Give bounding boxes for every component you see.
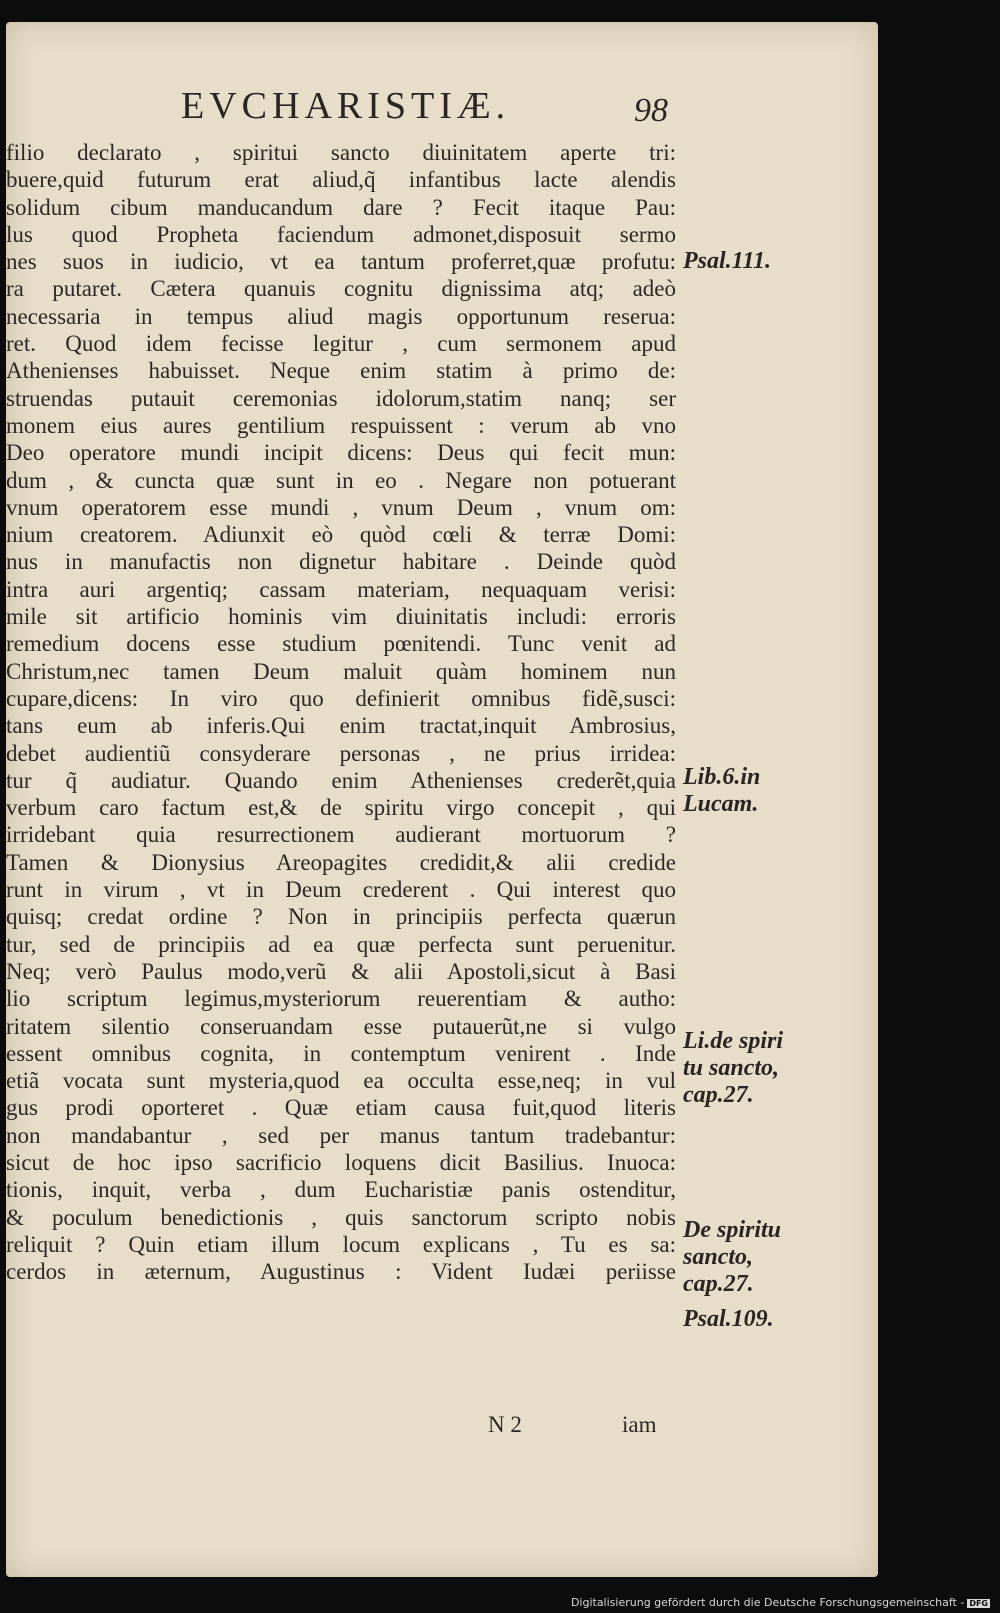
body-text [6, 139, 676, 1285]
dfg-logo: DFG [969, 1599, 988, 1608]
text-line: cerdos in æternum, Augustinus : Vident Iudæi periisse [6, 1259, 676, 1285]
margin-note-line: Li.de spiri [683, 1028, 783, 1054]
credit-text: Digitalisierung gefördert durch die Deutsche Forschungsgemeinschaft - [570, 1596, 965, 1609]
text-line: buere,quid futurum erat aliud,q̃ infantibus lacte alendis [6, 167, 676, 193]
margin-note-de-spiritu-sancto-1 [683, 1028, 783, 1109]
digitization-credit [571, 1596, 990, 1609]
text-line: non mandabantur , sed per manus tantum tradebantur: [6, 1122, 676, 1148]
text-line: reliquit ? Quin etiam illum locum explicans , Tu es sa: [6, 1231, 676, 1257]
running-head: EVCHARISTIÆ. [181, 85, 511, 127]
text-line: filio declarato , spiritui sancto diuinitatem aperte tri: [6, 140, 676, 165]
margin-note-line: cap.27. [683, 1082, 754, 1108]
book-page [6, 22, 878, 1577]
text-line: nus in manufactis non dignetur habitare . Deinde quòd [6, 549, 676, 575]
text-line: tionis, inquit, verba , dum Eucharistiæ panis ostenditur, [6, 1177, 676, 1203]
text-line: Deo operatore mundi incipit dicens: Deus qui fecit mun: [6, 440, 676, 466]
text-line: ritatem silentio conseruandam esse putauerũt,ne si vulgo [6, 1013, 676, 1039]
text-line: sicut de hoc ipso sacrificio loquens dicit Basilius. Inuoca: [6, 1149, 676, 1175]
catchword: iam [622, 1412, 657, 1437]
text-line: struendas putauit ceremonias idolorum,statim nanq; ser [6, 385, 676, 411]
margin-note-line: Lucam. [683, 791, 759, 817]
text-line: Neq; verò Paulus modo,verũ & alii Apostoli,sicut à Basi [6, 958, 676, 984]
margin-note-line: Psal.111. [683, 248, 772, 274]
margin-note-line: De spiritu [683, 1217, 782, 1243]
text-line: Tamen & Dionysius Areopagites credidit,& alii credide [6, 849, 676, 875]
margin-note-de-spiritu-sancto-2 [683, 1217, 781, 1298]
text-line: Athenienses habuisset. Neque enim statim à primo de: [6, 358, 676, 384]
margin-note-line: tu sancto, [683, 1055, 780, 1081]
margin-note-psalm-111 [683, 248, 771, 275]
text-line: mile sit artificio hominis vim diuinitatis includi: erroris [6, 604, 676, 630]
text-line: nium creatorem. Adiunxit eò quòd cœli & terræ Domi: [6, 522, 676, 548]
margin-note-line: Psal.109. [683, 1306, 774, 1332]
text-line: debet audientiũ consyderare personas , ne prius irridea: [6, 740, 676, 766]
margin-note-psalm-109 [683, 1306, 774, 1333]
text-line: verbum caro factum est,& de spiritu virgo concepit , qui [6, 795, 676, 821]
text-line: tur q̃ audiatur. Quando enim Athenienses crederẽt,quia [6, 767, 676, 793]
text-line: ra putaret. Cætera quanuis cognitu dignissima atq; adeò [6, 276, 676, 302]
margin-note-line: Lib.6.in [683, 764, 761, 790]
text-line: necessaria in tempus aliud magis opportunum reserua: [6, 303, 676, 329]
text-line: essent omnibus cognita, in contemptum venirent . Inde [6, 1040, 676, 1066]
text-line: lus quod Propheta faciendum admonet,disposuit sermo [6, 221, 676, 247]
text-line: cupare,dicens: In viro quo definierit omnibus fidẽ,susci: [6, 685, 676, 711]
margin-note-line: cap.27. [683, 1271, 754, 1297]
text-line: irridebant quia resurrectionem audierant mortuorum ? [6, 822, 676, 848]
text-line: gus prodi oporteret . Quæ etiam causa fuit,quod literis [6, 1095, 676, 1121]
page-number: 98 [634, 92, 668, 129]
text-line: intra auri argentiq; cassam materiam, nequaquam verisi: [6, 576, 676, 602]
text-line: tans eum ab inferis.Qui enim tractat,inquit Ambrosius, [6, 713, 676, 739]
margin-note-line: sancto, [683, 1244, 754, 1270]
text-line: remedium docens esse studium pœnitendi. Tunc venit ad [6, 631, 676, 657]
text-line: & poculum benedictionis , quis sanctorum scripto nobis [6, 1204, 676, 1230]
margin-note-lib-6-in-lucam [683, 764, 760, 818]
text-line: runt in virum , vt in Deum crederent . Qui interest quo [6, 877, 676, 903]
text-line: nes suos in iudicio, vt ea tantum proferret,quæ profutu: [6, 249, 676, 275]
text-line: dum , & cuncta quæ sunt in eo . Negare non potuerant [6, 467, 676, 493]
text-line: tur, sed de principiis ad ea quæ perfecta sunt peruenitur. [6, 931, 676, 957]
text-line: etiã vocata sunt mysteria,quod ea occulta esse,neq; in vul [6, 1068, 676, 1094]
text-line: monem eius aures gentilium respuissent : verum ab vno [6, 412, 676, 438]
text-line: lio scriptum legimus,mysteriorum reuerentiam & autho: [6, 986, 676, 1012]
text-line: quisq; credat ordine ? Non in principiis perfecta quærun [6, 904, 676, 930]
text-line: vnum operatorem esse mundi , vnum Deum , vnum om: [6, 494, 676, 520]
signature-mark: N 2 [488, 1412, 522, 1437]
text-line: ret. Quod idem fecisse legitur , cum sermonem apud [6, 331, 676, 357]
text-line: Christum,nec tamen Deum maluit quàm hominem nun [6, 658, 676, 684]
text-line: solidum cibum manducandum dare ? Fecit itaque Pau: [6, 194, 676, 220]
